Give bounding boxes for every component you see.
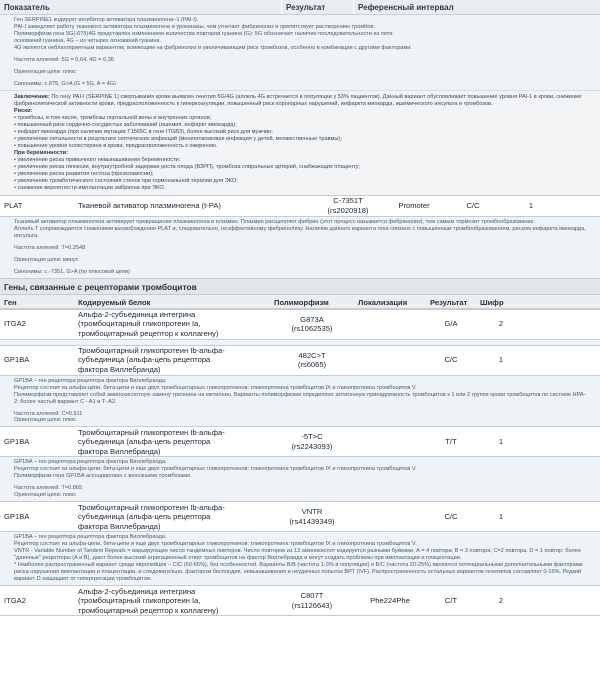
plat-description [0,217,600,278]
polymorphism: C-7351T (rs2020918) [327,196,369,215]
gp1ba-description: GP1BA – ген рецептора рецептора фактора Виллебранда. Рецептор состоит из альфа-цепи, бета-цепи и еще двух тромбоцитарных гликопротеинов: гликопротеина тромбоцитов IX и гликопротеина тромбоцитов V. Полиморфизм гена GP1BA ассоциирован с венозными тромбозами. Частота аллелей: T=0.865 Ориентация цепи: плюс [0,457,600,501]
serpine-freq: Частота аллелей: 5G = 0,64, 4G = 0,36 [14,56,115,63]
serpine-line: оснований гуанина, 4G – из четырех оснований гуанина. [14,37,162,44]
table-row-gp1ba [0,345,600,376]
pregnancy-item: • увеличение риска привычного невынашивания беременности; [14,156,181,163]
risks-title: Риски: [14,107,33,114]
protein-name: Тканевой активатор плазминогена (t-PA) [78,200,221,210]
code: 2 [498,319,504,329]
header-gene: Ген [4,297,17,307]
code: 2 [498,596,504,606]
code: 1 [498,437,504,447]
header-result: Результат [282,0,354,14]
serpine-line: Ген SERPINE1 кодирует ингибитор активатора плазминогена–1 (PAI-I). [14,17,199,23]
gp1ba-vntr-description: GP1BA – ген рецептора рецептора фактора Виллебранда. Рецептор состоит из альфа-цепи, бета-цепи и еще двух тромбоцитарных гликопротеинов: гликопротеина тромбоцитов IX и гликопротеина тромбоцитов V. VNTR - Variable Number of Tandem Repeats = варьирующее число тандемных повторов. Число повторов из 13 аминокислот кодируется разными буквами. А = 4 повтора; B = 3 повтора; C=2 повтора. D = 1 повтор; более "длинные" рецепторы (A и B), дают более высокий агрегационный ответ тромбоцитов на фактор Виллебранда и могут создать проблемы при имплантации и плацентации. * Наиболее распространенный вариант среди европейцев – C/C (60-65%), без особенностей. Варианты B/B (частота 1-3% в популяции) и B/C (частота 20-25%) являются потенциальными дополнительными факторами риска нарушения имплантации и плацентации, и следовательно, фактором бесплодия, невынашивания и неудачных попыток ВРТ (IVF). Распространенность остальных вариантов генотипов составляет 0-15%. Редкий вариант D защищает от гипергрегации тромбоцитов. [0,532,600,585]
header-polymorphism: Полиморфизм [274,297,329,307]
polymorphism: VNTR (rs41439349) [289,507,335,526]
plat-desc: Аллель T сопровождается снижением высвобождения PLAT и, следовательно, неэффективному фибринолизу. Наличие данного варианта гена связано с повышенным тромбообразованием, риском инфаркта миокарда, инсульта. [14,225,586,239]
gene-name: GP1BA [4,512,30,522]
localization [354,322,426,326]
plat-freq: Частота аллелей: T=0.2548 [14,244,86,251]
plat-desc: Тканевый активатор плазминогена активирует превращение плазминогена в плазмин. Плазмин расщепляет фибрин (этот процесс называется фибринолиз), тем самым тормозит тромбообразование. [14,218,536,225]
header-reference: Референсный интервал [358,3,454,12]
risk-item: • тромбозы, в том числе, тромбозы портальной вены и внутренних органов; [14,114,212,121]
section-title: Гены, связанные с рецепторами тромбоцитов [0,278,600,294]
conclusion-block [0,90,600,195]
serpine-synonyms: Синонимы: c.675, G>A (G = 5G, A = 4G) [14,80,116,87]
gene-name: ITGA2 [4,596,26,606]
protein-name: Альфа-2-субъединица интегрина (тромбоцитарный гликопротеин Ia, тромбоцитарный рецептор к коллагену) [78,309,219,338]
localization: Phe224Phe [370,596,410,606]
conclusion-text: Заключение: По гену PAI-I (SERPINE 1) свертывания крови выявлен генотип 5G/4G (аллель 4G встречается в популяции у 53% пациентов). Данный вариант обусловливает повышение уровня PAI-1 в крови, снижение фибринолитической активности крови, предрасположенность к гиперкоагуляции, повышенный риск коронарных нарушений, инфаркта миокарда, ишемического инсульта и тромбозов. [14,93,582,107]
serpine-orientation: Ориентация цепи: плюс [14,68,77,75]
protein-name: Альфа-2-субъединица интегрина (тромбоцитарный гликопротеин Ia, тромбоцитарный рецептор к коллагену) [78,586,219,615]
table-header [0,0,600,15]
gene-name: GP1BA [4,355,30,365]
table-row-itga2 [0,309,600,340]
result: C/C [444,512,458,522]
risk-item: • повышенный риск сердечно-сосудистых заболеваний (ишемия, инфаркт миокарда); [14,121,237,128]
polymorphism: G873A (rs1062535) [291,314,333,334]
header-localization: Локализация [358,297,408,307]
gene-name: GP1BA [4,437,30,447]
table-row-gp1ba [0,501,600,532]
pregnancy-item: • увеличение тромботического состояния стенок при гормональной терапии для ЭКО; [14,177,238,184]
polymorphism: C807T (rs1126643) [291,591,333,610]
result: C/C [466,200,480,210]
plat-synonyms: Синонимы: c.-7351, G>A (по плюсовой цепи) [14,268,130,275]
code: 1 [498,512,504,522]
header-code: Шифр [480,297,504,307]
table-row-plat [0,195,600,217]
result: C/C [444,355,458,365]
gene-name: ITGA2 [4,319,26,329]
protein-name: Тромбоцитарный гликопротеин Ib-альфа- субъединица (альфа-цепь рецептора фактора Виллебранда) [78,427,225,456]
code: 1 [528,200,534,210]
pregnancy-item: • увеличение риска гипоксии, внутриутробной задержки роста плода (ВЗРП), тромбоза спиральных артерий, снабжающих плаценту; [14,163,361,170]
serpine-line: PAI-I замедляет работу тканевого активатора плазминогена и урокиназы, чем угнетает фибринолиз и препятствует растворению тромбов. [14,23,375,30]
localization [354,440,426,444]
risk-item: • повышение уровня холестерина в крови, предрасположенность к ожирению. [14,142,218,149]
risk-item: • инфаркт миокарда (при наличии мутации T1565C в гене ITGB3), более высокий риск для мужчин; [14,128,273,135]
code: 1 [498,355,504,365]
column-header [0,294,600,309]
serpine-description [0,15,600,90]
result: T/T [445,437,457,447]
localization: Promoter [398,200,430,210]
protein-name: Тромбоцитарный гликопротеин Ib-альфа- субъединица (альфа-цепь рецептора фактора Виллебранда) [78,345,225,374]
pregnancy-item: • увеличение риска развития гестоза (преэклампсии); [14,170,154,177]
localization [354,358,426,362]
plat-orientation: Ориентация цепи: минус [14,256,79,263]
serpine-line: Полиморфизм гена 5G(-675)4G представлен изменением количества повторов гуанина (G): 5G обозначает наличие последовательности из пяти [14,30,393,37]
pregnancy-item: • снижение вероятности имплантации эмбриона при ЭКО. [14,184,166,191]
table-row-itga2 [0,585,600,616]
localization [354,515,426,519]
gene-name: PLAT [4,200,23,210]
header-result: Результат [430,297,468,307]
header-indicator: Показатель [0,0,282,14]
protein-name: Тромбоцитарный гликопротеин Ib-альфа- субъединица (альфа-цепь рецептора фактора Виллебранда) [78,502,225,531]
result: C/T [444,596,458,606]
risk-item: • увеличение летальности в результате септических инфекций (менингококковая инфекция у детей, множественные травмы); [14,135,342,142]
conclusion-label: Заключение: [14,93,50,100]
polymorphism: -5T>C (rs2243093) [291,432,333,451]
header-protein: Кодируемый белок [78,297,151,307]
result: G/A [444,319,458,329]
table-row-gp1ba [0,426,600,457]
serpine-line: 4G является неблагоприятным вариантом, влияющим на фибринолиз и увеличивающим риск тромбозов, особенно в комбинации с другими факторами. [14,44,412,51]
gp1ba-description: GP1BA – ген рецептора рецептора фактора Виллебранда. Рецептор состоит из альфа-цепи, бета-цепи и еще двух тромбоцитарных гликопротеинов: гликопротеина тромбоцитов IX и гликопротеина тромбоцитов V. Полиморфизм представляет собой аминокислотную замену треонина на метионин. Варианты полиморфизма определяют антигенную принадлежность тромбоцитов к 1 или 2 группе крови тромбоцитов по системе HPA-2: более частый вариант C - A1 и T- A2. Частота аллелей: C=0.911 Ориентация цепи: плюс [0,376,600,427]
pregnancy-title: При беременности: [14,149,68,156]
polymorphism: 482C>T (rs6065) [297,350,327,370]
